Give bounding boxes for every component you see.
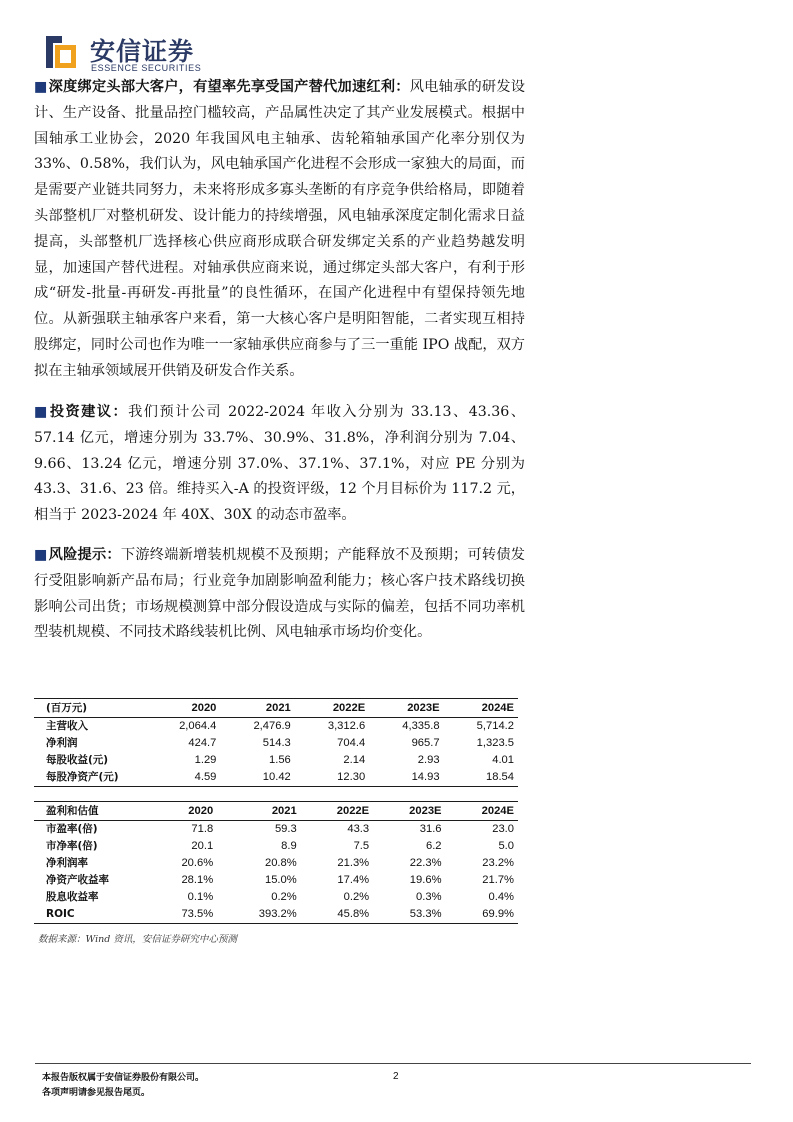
table-header-cell: 2021 [220,699,294,718]
table-cell: 7.5 [353,840,370,852]
table-cell: 69.9% [446,906,518,924]
table-cell: 21.7% [482,874,514,886]
table-cell: 8.9 [281,840,297,852]
page-number: 2 [393,1071,399,1082]
table-cell: 15.0% [264,874,297,886]
table-cell: 53.3% [373,906,445,924]
table-cell: 514.3 [262,737,291,749]
table-header-cell: 盈利和估值 [34,802,146,821]
row-label: 股息收益率 [46,891,99,903]
table-cell: 19.6% [409,874,442,886]
table-cell: 2,476.9 [253,720,291,732]
table-cell: 14.93 [369,769,443,787]
table-cell: 23.2% [482,857,514,869]
table-cell: 0.4% [488,891,514,903]
table-cell: 393.2% [217,906,301,924]
row-label: ROIC [34,906,146,924]
paragraph-text: 风电轴承的研发设计、生产设备、批量品控门槛较高，产品属性决定了其产业发展模式。根据中国轴承工业协会，2020 年我国风电主轴承、齿轮箱轴承国产化率分别仅为 33%、0.58%，我们认为，风电轴承国产化进程不会形成一家独大的局面，而是需要产业链共同努力，未来将形成多寡头垄断的有序竞争供给格局，即随着头部整机厂对整机研发、设计能力的持续增强，风电轴承深度定制化需求日益提高，头部整机厂选择核心供应商形成联合研发绑定关系的产业趋势越发明显，加速国产替代进程。对轴承供应商来说，通过绑定头部大客户，有利于形成“研发-批量-再研发-再批量”的良性循环，在国产化进程中有望保持领先地位。从新强联主轴承客户来看，第一大核心客户是明阳智能，二者实现互相持股绑定，同时公司也作为唯一一家轴承供应商参与了三一重能 IPO 战配，双方拟在主轴承领域展开供销及研发合作关系。 [34,79,525,379]
table-header-cell: 2020 [146,699,220,718]
valuation-table [34,801,518,924]
financial-summary-table [34,698,518,787]
table-header-cell: (百万元) [34,699,146,718]
table-cell: 22.3% [409,857,442,869]
table-cell: 2.93 [417,754,440,766]
table-cell: 5.0 [498,840,514,852]
row-label: 每股净资产(元) [34,769,146,787]
table-header-row [34,699,518,718]
copyright-notice: 本报告版权属于安信证券股份有限公司。 [42,1073,205,1083]
table-header-cell: 2024E [444,699,518,718]
table-cell: 43.3 [347,823,370,835]
data-source-note: 数据来源：Wind 资讯，安信证券研究中心预测 [38,934,237,945]
table-cell: 6.2 [425,840,442,852]
table-row [34,821,518,839]
table-row [34,838,518,855]
table-header-cell: 2022E [301,802,373,821]
table-row [34,752,518,769]
table-cell: 2,064.4 [179,720,217,732]
table-cell: 17.4% [337,874,370,886]
table-row [34,769,518,787]
table-cell: 3,312.6 [327,720,366,732]
table-cell: 0.2% [271,891,297,903]
footer-divider [35,1063,751,1064]
table-row [34,855,518,872]
row-label: 净资产收益率 [46,874,109,886]
bullet-square-icon: ■ [34,404,49,420]
table-cell: 0.2% [343,891,370,903]
table-cell: 21.3% [337,857,370,869]
table-header-cell: 2020 [146,802,217,821]
table-cell: 20.8% [264,857,297,869]
paragraph-customer-binding [34,75,525,385]
paragraph-text: 我们预计公司 2022-2024 年收入分别为 33.13、43.36、57.14 亿元，增速分别为 33.7%、30.9%、31.8%，净利润分别为 7.04、9.66、13.24 亿元，增速分别 37.0%、37.1%、37.1%，对应 PE 分别为 43.3、31.6、23 倍。维持买入-A 的投资评级，12 个月目标价为 117.2 元，相当于 2023-2024 年 40X、30X 的动态市盈率。 [34,404,525,524]
table-cell: 5,714.2 [476,720,514,732]
bullet-square-icon: ■ [34,79,48,95]
table-cell: 23.0 [492,823,514,835]
row-label: 净利润 [46,737,78,749]
table-cell: 0.3% [416,891,442,903]
table-row [34,872,518,889]
table-cell: 965.7 [411,737,440,749]
row-label: 每股收益(元) [46,754,109,766]
table-cell: 45.8% [301,906,373,924]
paragraph-lead: 风险提示： [48,547,121,563]
table-header-cell: 2024E [446,802,518,821]
table-cell: 1.56 [269,754,291,766]
table-cell: 1.29 [194,754,217,766]
table-cell: 4,335.8 [402,720,440,732]
table-header-cell: 2023E [369,699,443,718]
table-cell: 0.1% [187,891,214,903]
paragraph-lead: 投资建议： [49,404,129,420]
logo-english-name: ESSENCE SECURITIES [91,63,202,73]
table-header-row [34,802,518,821]
table-cell: 1,323.5 [476,737,514,749]
table-row [34,906,518,924]
table-row [34,889,518,906]
row-label: 净利润率 [46,857,88,869]
table-row [34,718,518,736]
company-logo [44,32,244,76]
paragraph-text: 下游终端新增装机规模不及预期；产能释放不及预期；可转债发行受阻影响新产品布局；行业竞争加剧影响盈利能力；核心客户技术路线切换影响公司出货；市场规模测算中部分假设造成与实际的偏差，包括不同功率机型装机规模、不同技术路线装机比例、风电轴承市场均价变化。 [34,547,525,641]
table-cell: 31.6 [419,823,442,835]
table-header-cell: 2021 [217,802,301,821]
row-label: 市盈率(倍) [46,823,98,835]
table-cell: 71.8 [191,823,214,835]
table-cell: 12.30 [295,769,369,787]
disclaimer-notice: 各项声明请参见报告尾页。 [42,1088,151,1098]
table-cell: 59.3 [274,823,297,835]
bullet-square-icon: ■ [34,547,48,563]
table-cell: 20.1 [191,840,214,852]
paragraph-lead: 深度绑定头部大客户，有望率先享受国产替代加速红利： [48,79,410,95]
table-cell: 28.1% [181,874,214,886]
logo-chinese-name: 安信证券 [90,37,195,66]
table-header-cell: 2022E [295,699,369,718]
table-row [34,735,518,752]
paragraph-risk-warning [34,543,525,646]
row-label: 市净率(倍) [46,840,98,852]
table-cell: 73.5% [146,906,217,924]
table-header-cell: 2023E [373,802,445,821]
table-cell: 4.59 [146,769,220,787]
table-cell: 704.4 [337,737,366,749]
table-cell: 4.01 [492,754,514,766]
table-cell: 20.6% [181,857,214,869]
table-cell: 10.42 [220,769,294,787]
table-cell: 18.54 [444,769,518,787]
table-cell: 424.7 [188,737,217,749]
paragraph-investment-advice [34,400,525,529]
row-label: 主营收入 [46,720,88,732]
table-cell: 2.14 [343,754,366,766]
essence-logo-icon [44,34,78,70]
